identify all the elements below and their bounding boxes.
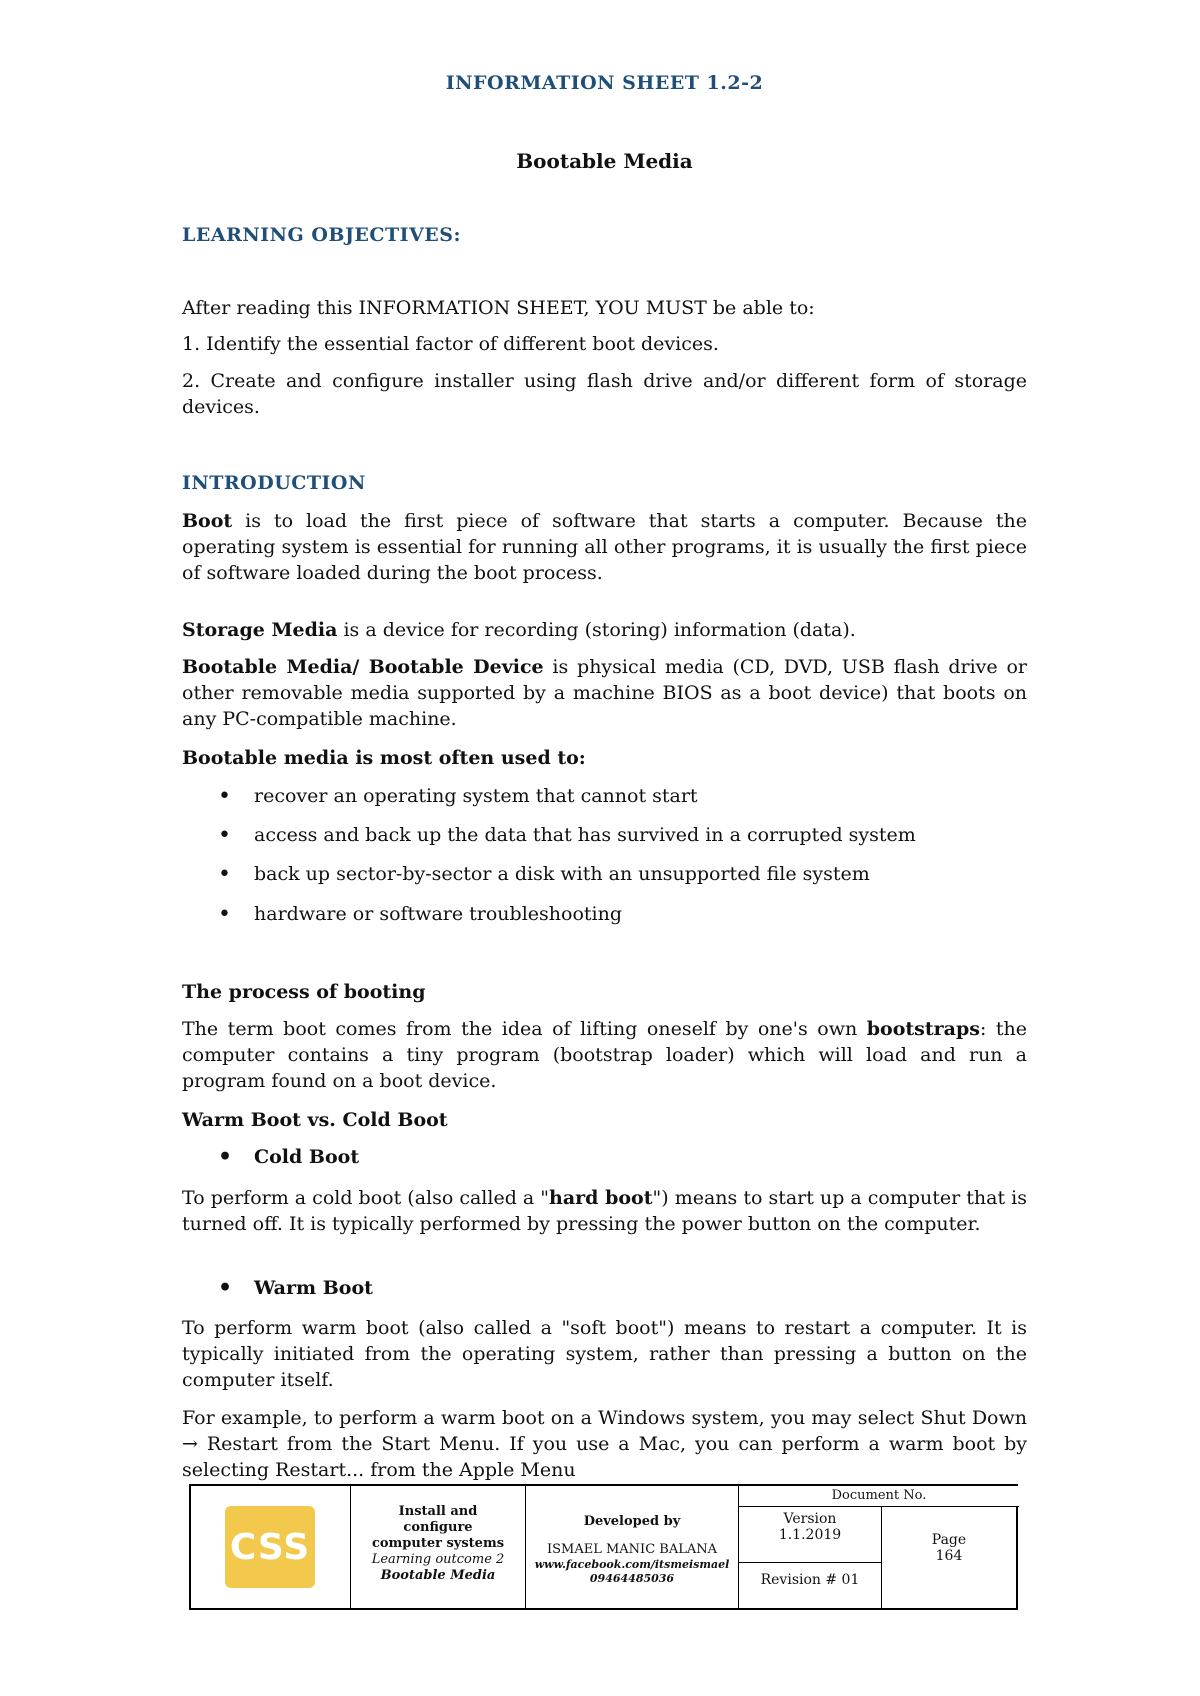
bullet-icon: •	[218, 783, 231, 809]
process-heading: The process of booting	[182, 981, 426, 1003]
footer-divider	[739, 1562, 881, 1563]
bullet-icon: •	[218, 1274, 233, 1301]
footer-table	[189, 1484, 1018, 1610]
list-item: • access and back up the data that has survived in a corrupted system	[218, 822, 916, 848]
introduction-heading: INTRODUCTION	[182, 472, 366, 494]
hard-boot-term: hard boot	[549, 1187, 653, 1209]
bootstraps-term: bootstraps	[866, 1018, 980, 1040]
storage-def-text: is a device for recording (storing) information (data).	[337, 619, 856, 641]
boot-definition	[182, 508, 1027, 586]
objective-item-1: 1. Identify the essential factor of different boot devices.	[182, 333, 719, 355]
boot-def-text: is to load the first piece of software that starts a computer. Because the operating system is essential for running all other programs, it is usually the first piece of software loaded during the boot process.	[182, 510, 1027, 584]
boot-term: Boot	[182, 510, 233, 532]
list-item: • recover an operating system that cannot start	[218, 783, 698, 809]
bullet-icon: •	[218, 861, 231, 887]
storage-term: Storage Media	[182, 619, 338, 641]
footer-document-cell: Document No. Version 1.1.2019 Revision # 01	[739, 1486, 882, 1608]
bootable-def-text: is physical media (CD, DVD, USB flash drive or other removable media supported by a machine BIOS as a boot device) that boots on any PC-compatible machine.	[182, 656, 1027, 730]
cold-boot-title: • Cold Boot	[218, 1143, 360, 1170]
page-number: 164	[935, 1548, 963, 1564]
css-logo: CSS	[225, 1506, 315, 1588]
bootable-term: Bootable Media/ Bootable Device	[182, 656, 544, 678]
objective-item-2: 2. Create and configure installer using flash drive and/or different form of storage devices.	[182, 370, 1027, 418]
footer-course-cell: Install and configure computer systems Learning outcome 2 Bootable Media	[351, 1486, 526, 1608]
bullet-icon: •	[218, 901, 231, 927]
footer-logo-cell	[191, 1486, 351, 1608]
footer-page-cell: Page 164	[882, 1486, 1016, 1608]
warm-boot-title: • Warm Boot	[218, 1274, 373, 1301]
warm-boot-example: For example, to perform a warm boot on a Windows system, you may select Shut Down → Restart from the Start Menu. If you use a Mac, you can perform a warm boot by selecting Restart... from the Apple Menu	[182, 1407, 1027, 1481]
warm-vs-cold-heading: Warm Boot vs. Cold Boot	[182, 1109, 448, 1131]
bullet-icon: •	[218, 1143, 233, 1170]
footer-developer-cell: Developed by ISMAEL MANIC BALANA www.facebook.com/itsmeismael 09464485036	[526, 1486, 739, 1608]
sheet-title: INFORMATION SHEET 1.2-2	[445, 72, 764, 94]
storage-definition	[182, 617, 1027, 643]
objectives-intro: After reading this INFORMATION SHEET, YOU MUST be able to:	[182, 297, 815, 319]
list-item: • back up sector-by-sector a disk with an unsupported file system	[218, 861, 870, 887]
list-item: • hardware or software troubleshooting	[218, 901, 622, 927]
warm-boot-text: To perform warm boot (also called a "soft boot") means to restart a computer. It is typically initiated from the operating system, rather than pressing a button on the computer itself.	[182, 1317, 1027, 1391]
bullet-icon: •	[218, 822, 231, 848]
document-subtitle: Bootable Media	[516, 149, 693, 173]
cold-boot-text: To perform a cold boot (also called a "hard boot") means to start up a computer that is turned off. It is typically performed by pressing the power button on the computer.	[182, 1187, 1028, 1235]
process-text: The term boot comes from the idea of lifting oneself by one's own bootstraps: the computer contains a tiny program (bootstrap loader) which will load and run a program found on a boot device.	[182, 1018, 1027, 1092]
uses-heading: Bootable media is most often used to:	[182, 747, 586, 769]
bootable-definition	[182, 654, 1027, 732]
objectives-heading: LEARNING OBJECTIVES:	[182, 224, 462, 246]
